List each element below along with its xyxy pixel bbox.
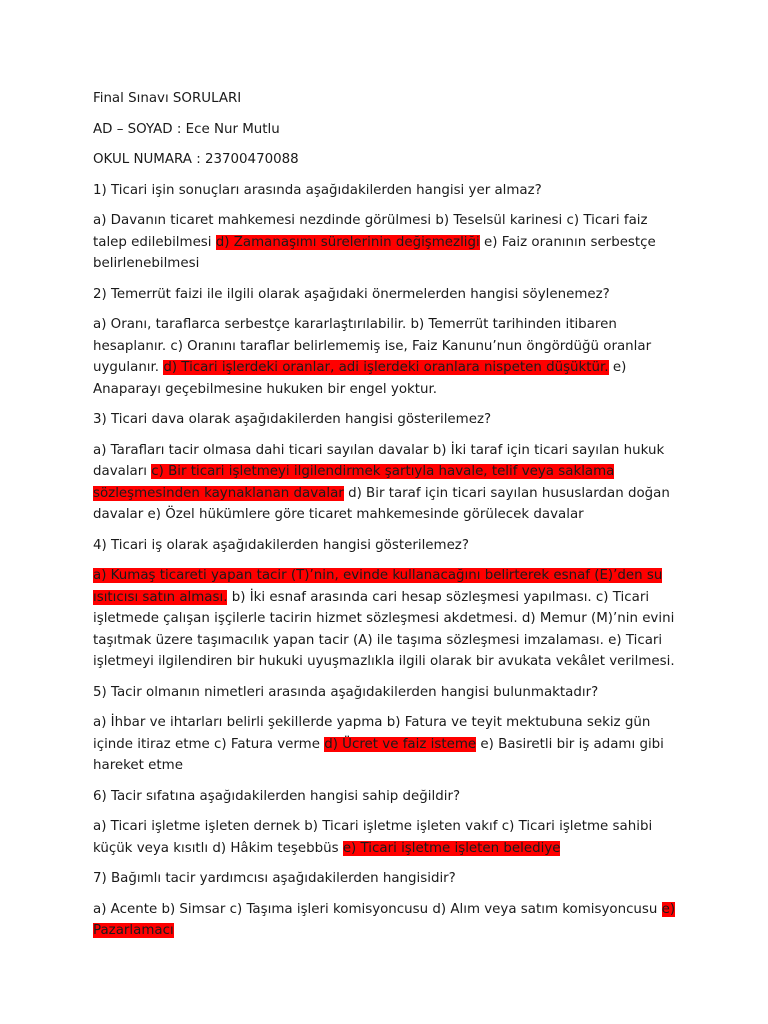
answer-1-highlight: d) Zamanaşımı sürelerinin değişmezliği bbox=[215, 234, 480, 250]
answer-2-text-before: a) Oranı, taraflarca serbestçe kararlaştırılabilir. b) Temerrüt tarihinden itibaren hesaplanır. c) Oranını taraflar belirlememiş ise, Faiz Kanunu’nun öngördüğü oranlar uygulanır. bbox=[93, 317, 652, 375]
answer-2-text-after: e) Anaparayı geçebilmesine hukuken bir engel yoktur. bbox=[93, 360, 627, 397]
answer-4 bbox=[93, 565, 683, 673]
question-7: 7) Bağımlı tacir yardımcısı aşağıdakilerden hangisidir? bbox=[93, 871, 456, 886]
answer-5 bbox=[93, 712, 683, 777]
answer-3-text-before: a) Tarafları tacir olmasa dahi ticari sayılan davalar b) İki taraf için ticari sayılan hukuk davaları bbox=[93, 442, 665, 479]
answer-3-text-after: d) Bir taraf için ticari sayılan hususlardan doğan davalar e) Özel hükümlere göre ticaret mahkemesinde görülecek davalar bbox=[93, 485, 670, 522]
answer-1-text-after: e) Faiz oranının serbestçe belirlenebilmesi bbox=[93, 234, 656, 271]
answer-6-text-before: a) Ticari işletme işleten dernek b) Ticari işletme işleten vakıf c) Ticari işletme sahibi küçük veya kısıtlı d) Hâkim teşebbüs bbox=[93, 819, 653, 856]
answer-5-highlight: d) Ücret ve faiz isteme bbox=[324, 736, 477, 752]
answer-6-highlight: e) Ticari işletme işleten belediye bbox=[342, 840, 561, 856]
exam-title: Final Sınavı SORULARI bbox=[93, 91, 242, 106]
answer-3-highlight: c) Bir ticari işletmeyi ilgilendirmek şartıyla havale, telif veya saklama sözleşmesinden kaynaklanan davalar bbox=[93, 464, 615, 501]
question-4: 4) Ticari iş olarak aşağıdakilerden hangisi gösterilemez? bbox=[93, 537, 469, 553]
answer-4-highlight: a) Kumaş ticareti yapan tacir (T)’nin, evinde kullanacağını belirterek esnaf (E)’den su ısıtıcısı satın alması. bbox=[93, 568, 663, 605]
answer-7-highlight: e) Pazarlamacı bbox=[93, 901, 676, 938]
answer-2 bbox=[93, 314, 683, 400]
question-1: 1) Ticari işin sonuçları arasında aşağıdakilerden hangisi yer almaz? bbox=[93, 182, 542, 198]
question-5: 5) Tacir olmanın nimetleri arasında aşağıdakilerden hangisi bulunmaktadır? bbox=[93, 684, 599, 700]
answer-5-text-before: a) İhbar ve ihtarları belirli şekillerde yapma b) Fatura ve teyit mektubuna sekiz gün içinde itiraz etme c) Fatura verme bbox=[93, 715, 651, 752]
answer-1 bbox=[93, 210, 683, 275]
question-3: 3) Ticari dava olarak aşağıdakilerden hangisi gösterilemez? bbox=[93, 412, 492, 427]
document-body bbox=[93, 88, 683, 951]
answer-1-text-before: a) Davanın ticaret mahkemesi nezdinde görülmesi b) Teselsül karinesi c) Ticari faiz talep edilebilmesi bbox=[93, 213, 648, 250]
question-6: 6) Tacir sıfatına aşağıdakilerden hangisi sahip değildir? bbox=[93, 788, 461, 804]
answer-6 bbox=[93, 816, 683, 859]
question-2: 2) Temerrüt faizi ile ilgili olarak aşağıdaki önermelerden hangisi söylenemez? bbox=[93, 286, 610, 302]
student-name-line: AD – SOYAD : Ece Nur Mutlu bbox=[93, 121, 280, 137]
answer-7-text-before: a) Acente b) Simsar c) Taşıma işleri komisyoncusu d) Alım veya satım komisyoncusu bbox=[93, 901, 662, 917]
student-number-line: OKUL NUMARA : 23700470088 bbox=[93, 152, 299, 167]
answer-5-text-after: e) Basiretli bir iş adamı gibi hareket etme bbox=[93, 736, 664, 773]
answer-4-text-after: b) İki esnaf arasında cari hesap sözleşmesi yapılması. c) Ticari işletmede çalışan işçilerle tacirin hizmet sözleşmesi akdetmesi. d) Memur (M)’nin evini taşıtmak üzere taşımacılık yapan tacir (A) ile taşıma sözleşmesi imzalaması. e) Ticari işletmeyi ilgilendiren bir hukuki uyuşmazlıkla ilgili olarak bir avukata vekâlet verilmesi. bbox=[93, 589, 675, 669]
answer-7 bbox=[93, 899, 683, 942]
answer-2-highlight: d) Ticari işlerdeki oranlar, adi işlerdeki oranlara nispeten düşüktür. bbox=[163, 360, 609, 375]
answer-3 bbox=[93, 440, 683, 526]
